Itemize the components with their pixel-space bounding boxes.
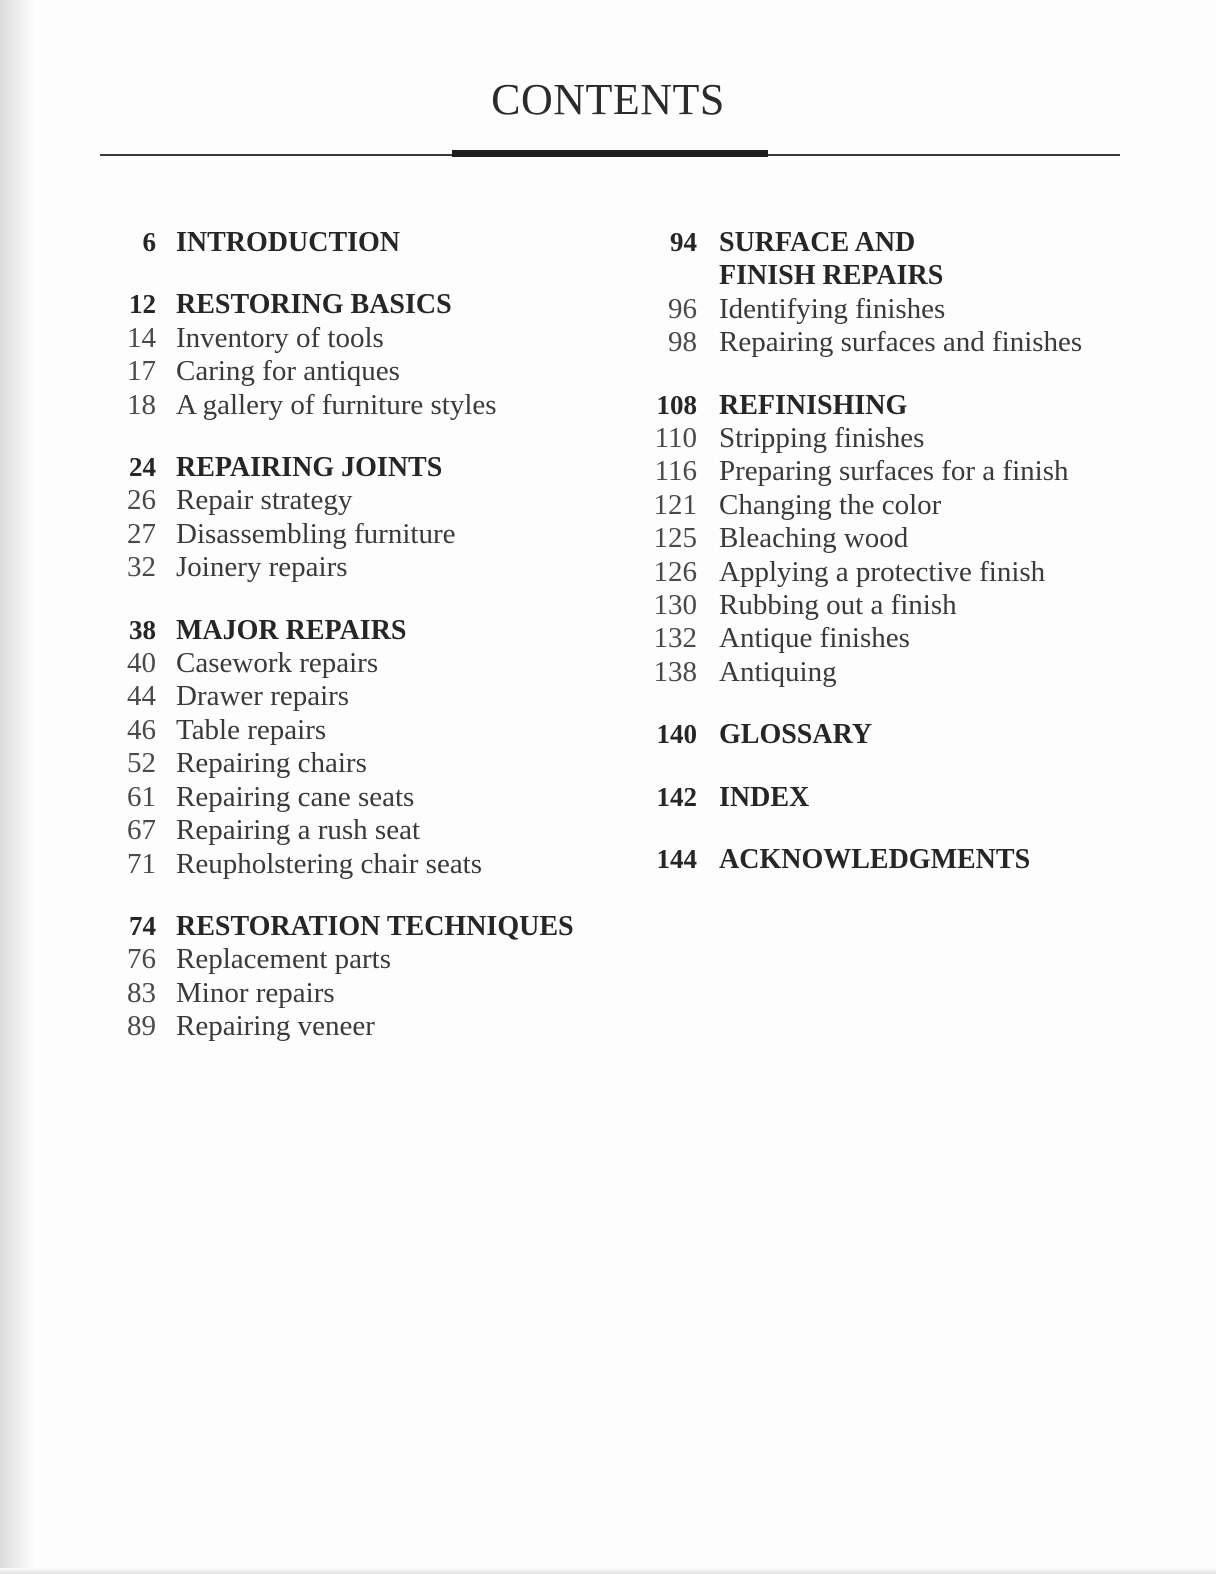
page-binding-shadow xyxy=(0,0,34,1574)
toc-page-number: 52 xyxy=(127,747,156,780)
toc-entry-title: Repair strategy xyxy=(176,484,353,517)
toc-page-number: 12 xyxy=(129,289,156,320)
toc-entry-title: Replacement parts xyxy=(176,943,391,976)
toc-entry-title: Casework repairs xyxy=(176,647,379,680)
toc-page-number: 96 xyxy=(668,292,697,325)
toc-page-number: 46 xyxy=(127,713,156,746)
toc-section-acknowledgments xyxy=(620,843,1140,876)
toc-entry-title: Disassembling furniture xyxy=(176,517,456,550)
toc-page-number: 24 xyxy=(129,452,156,483)
toc-entry[interactable] xyxy=(620,622,1140,655)
toc-page-number: 140 xyxy=(656,719,697,750)
toc-page-number: 126 xyxy=(653,555,697,588)
contents-left-column xyxy=(96,226,606,1073)
toc-entry-title: Reupholstering chair seats xyxy=(176,847,483,880)
toc-page-number: 130 xyxy=(653,589,697,622)
toc-entry-title: Identifying finishes xyxy=(719,292,946,325)
toc-page-number: 27 xyxy=(127,517,156,550)
toc-entry[interactable] xyxy=(620,522,1140,555)
toc-entry-title: Repairing cane seats xyxy=(176,780,415,813)
toc-heading[interactable] xyxy=(96,451,606,484)
toc-heading[interactable] xyxy=(620,718,1140,751)
toc-heading[interactable] xyxy=(620,389,1140,422)
toc-entry[interactable] xyxy=(620,656,1140,689)
toc-page-number: 18 xyxy=(127,388,156,421)
toc-entry[interactable] xyxy=(96,389,606,422)
toc-entry[interactable] xyxy=(620,293,1140,326)
toc-page-number: 14 xyxy=(127,321,156,354)
toc-entry-title: Caring for antiques xyxy=(176,355,400,388)
toc-entry[interactable] xyxy=(620,589,1140,622)
toc-page-number: 40 xyxy=(127,647,156,680)
toc-section-surface-and-finish-repairs xyxy=(620,226,1140,360)
toc-entry[interactable] xyxy=(96,943,606,976)
toc-heading-title: INDEX xyxy=(719,781,810,813)
toc-entry[interactable] xyxy=(620,422,1140,455)
toc-entry[interactable] xyxy=(620,556,1140,589)
toc-page-number: 142 xyxy=(656,781,697,812)
toc-heading-title: REPAIRING JOINTS xyxy=(176,452,443,484)
toc-heading[interactable] xyxy=(620,781,1140,814)
page-bottom-edge xyxy=(0,1568,1216,1574)
toc-entry[interactable] xyxy=(96,814,606,847)
toc-entry-title: Repairing chairs xyxy=(176,747,367,780)
toc-entry-title: Drawer repairs xyxy=(176,680,350,713)
toc-page-number: 89 xyxy=(127,1010,156,1043)
toc-page-number: 67 xyxy=(127,814,156,847)
toc-entry[interactable] xyxy=(96,680,606,713)
toc-page-number: 76 xyxy=(127,943,156,976)
toc-page-number: 98 xyxy=(668,326,697,359)
toc-page-number: 116 xyxy=(654,455,697,488)
toc-section-index xyxy=(620,781,1140,814)
toc-heading[interactable] xyxy=(96,614,606,647)
toc-page-number: 26 xyxy=(127,484,156,517)
toc-entry[interactable] xyxy=(96,1010,606,1043)
toc-entry[interactable] xyxy=(96,484,606,517)
toc-page-number: 32 xyxy=(127,551,156,584)
toc-entry[interactable] xyxy=(96,647,606,680)
toc-entry[interactable] xyxy=(96,518,606,551)
toc-heading[interactable] xyxy=(620,226,1140,259)
toc-section-repairing-joints xyxy=(96,451,606,585)
toc-entry-title: Inventory of tools xyxy=(176,321,384,354)
toc-entry-title: Minor repairs xyxy=(176,976,335,1009)
toc-entry-title: Antiquing xyxy=(719,655,837,688)
toc-heading-title: INTRODUCTION xyxy=(176,227,401,258)
toc-entry-title: Applying a protective finish xyxy=(719,555,1046,588)
toc-entry-title: Repairing a rush seat xyxy=(176,814,421,847)
toc-page-number: 110 xyxy=(654,422,697,455)
toc-heading-title: GLOSSARY xyxy=(719,719,873,751)
toc-entry-title: Stripping finishes xyxy=(719,422,925,455)
title-rule-accent xyxy=(452,150,768,157)
toc-page-number: 121 xyxy=(653,488,697,521)
toc-entry-title: Changing the color xyxy=(719,488,942,521)
toc-entry-title: Joinery repairs xyxy=(176,551,348,584)
toc-page-number: 108 xyxy=(656,389,697,420)
toc-entry-title: A gallery of furniture styles xyxy=(176,388,497,421)
toc-page-number: 38 xyxy=(129,614,156,645)
toc-page-number: 74 xyxy=(129,910,156,941)
toc-entry-title: Preparing surfaces for a finish xyxy=(719,455,1069,488)
toc-page-number: 144 xyxy=(656,844,697,875)
toc-heading-title-line-1: SURFACE AND xyxy=(719,227,916,258)
toc-entry[interactable] xyxy=(620,455,1140,488)
toc-section-major-repairs xyxy=(96,614,606,881)
toc-entry[interactable] xyxy=(96,848,606,881)
toc-entry[interactable] xyxy=(96,781,606,814)
toc-page-number: 6 xyxy=(142,227,156,257)
toc-page-number: 17 xyxy=(127,355,156,388)
toc-entry[interactable] xyxy=(96,355,606,388)
toc-entry-title: Table repairs xyxy=(176,713,327,746)
toc-entry[interactable] xyxy=(96,551,606,584)
toc-page-number: 125 xyxy=(653,522,697,555)
toc-heading-title: RESTORATION TECHNIQUES xyxy=(176,910,574,942)
toc-section-refinishing xyxy=(620,389,1140,690)
toc-heading[interactable] xyxy=(96,910,606,943)
toc-section-restoring-basics xyxy=(96,288,606,422)
toc-page-number: 71 xyxy=(127,847,156,880)
toc-entry-title: Bleaching wood xyxy=(719,522,909,555)
toc-entry[interactable] xyxy=(96,747,606,780)
toc-page-number: 83 xyxy=(127,976,156,1009)
contents-right-column xyxy=(620,226,1140,906)
toc-page-number: 138 xyxy=(653,655,697,688)
toc-entry[interactable] xyxy=(96,714,606,747)
toc-entry[interactable] xyxy=(620,326,1140,359)
toc-heading-title: RESTORING BASICS xyxy=(176,289,452,321)
toc-entry-title: Rubbing out a finish xyxy=(719,589,957,622)
toc-section-restoration-techniques xyxy=(96,910,606,1044)
toc-page-number: 132 xyxy=(653,622,697,655)
toc-heading[interactable] xyxy=(96,226,606,259)
toc-entry[interactable] xyxy=(620,489,1140,522)
page-title: CONTENTS xyxy=(491,75,725,124)
toc-entry-title: Repairing surfaces and finishes xyxy=(719,326,1083,359)
toc-entry-title: Antique finishes xyxy=(719,622,910,655)
toc-heading-title-line-2: FINISH REPAIRS xyxy=(719,260,944,292)
toc-page-number: 94 xyxy=(670,227,697,257)
toc-entry[interactable] xyxy=(96,977,606,1010)
toc-entry[interactable] xyxy=(96,322,606,355)
toc-heading-continuation[interactable] xyxy=(620,259,1140,292)
toc-section-introduction xyxy=(96,226,606,259)
toc-entry-title: Repairing veneer xyxy=(176,1010,375,1043)
toc-heading-title: MAJOR REPAIRS xyxy=(176,614,407,646)
toc-page-number: 44 xyxy=(127,680,156,713)
toc-heading[interactable] xyxy=(96,288,606,321)
toc-page-number: 61 xyxy=(127,780,156,813)
toc-section-glossary xyxy=(620,718,1140,751)
toc-heading-title: ACKNOWLEDGMENTS xyxy=(719,844,1031,876)
toc-heading-title: REFINISHING xyxy=(719,389,908,421)
toc-heading[interactable] xyxy=(620,843,1140,876)
